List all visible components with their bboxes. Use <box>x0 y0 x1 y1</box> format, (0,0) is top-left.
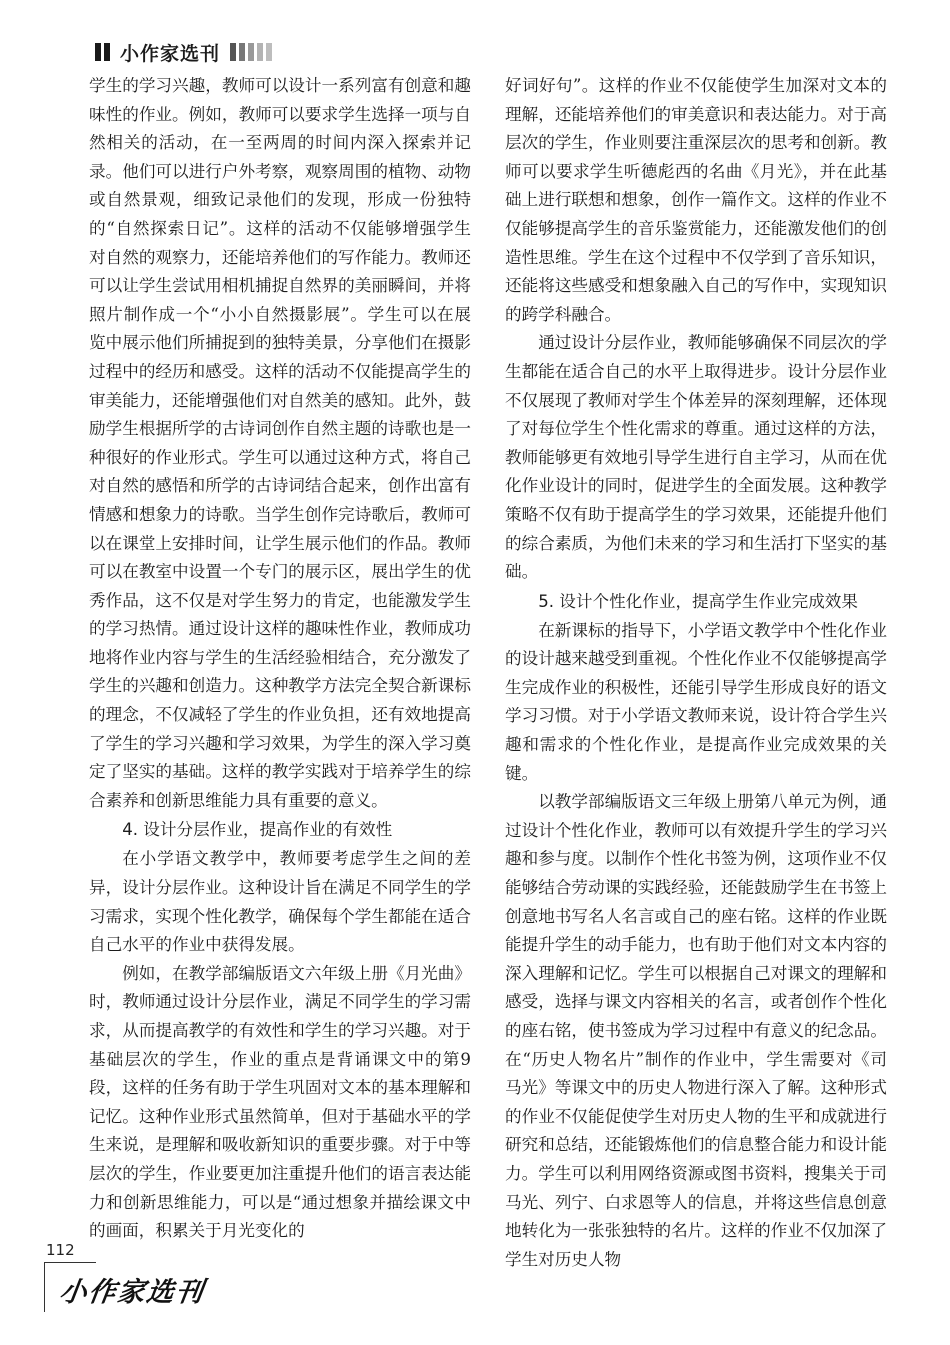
paragraph: 以教学部编版语文三年级上册第八单元为例，通过设计个性化作业，教师可以有效提升学生的学习兴趣和参与度。以制作个性化书签为例，这项作业不仅能够结合劳动课的实践经验，还能鼓励学生在书签上创意地书写名人名言或自己的座右铭。这样的作业既能提升学生的动手能力，也有助于他们对文本内容的深入理解和记忆。学生可以根据自己对课文的理解和感受，选择与课文内容相关的名言，或者创作个性化的座右铭，使书签成为学习过程中有意义的纪念品。在“历史人物名片”制作的作业中，学生需要对《司马光》等课文中的历史人物进行深入了解。这种形式的作业不仅能促使学生对历史人物的生平和成就进行研究和总结，还能锻炼他们的信息整合能力和设计能力。学生可以利用网络资源或图书资料，搜集关于司马光、列宁、白求恩等人的信息，并将这些信息创意地转化为一张张独特的名片。这样的作业不仅加深了学生对历史人物 <box>505 792 887 1269</box>
section-heading-4: 4. 设计分层作业，提高作业的有效性 <box>122 820 393 840</box>
footer-brand-logo: 小作家选刊 <box>57 1277 207 1308</box>
footer-vertical-rule <box>44 1262 45 1312</box>
section-heading-5: 5. 设计个性化作业，提高学生作业完成效果 <box>538 591 858 611</box>
paragraph: 在新课标的指导下，小学语文教学中个性化作业的设计越来越受到重视。个性化作业不仅能够提高学生完成作业的积极性，还能引导学生形成良好的语文学习习惯。对于小学语文教师来说，设计符合学生兴趣和需求的个性化作业，是提高作业完成效果的关键。 <box>505 620 887 783</box>
paragraph: 例如，在教学部编版语文六年级上册《月光曲》时，教师通过设计分层作业，满足不同学生的学习需求，从而提高教学的有效性和学生的学习兴趣。对于基础层次的学生，作业的重点是背诵课文中的第9段，这样的任务有助于学生巩固对文本的基本理解和记忆。这种作业形式虽然简单，但对于基础水平的学生来说，是理解和吸收新知识的重要步骤。对于中等层次的学生，作业要更加注重提升他们的语言表达能力和创新思维能力，可以是“通过想象并描绘课文中的画面，积累关于月光变化的 <box>89 963 471 1241</box>
paragraph: 学生的学习兴趣，教师可以设计一系列富有创意和趣味性的作业。例如，教师可以要求学生选择一项与自然相关的活动，在一至两周的时间内深入探索并记录。他们可以进行户外考察，观察周围的植物、动物或自然景观，细致记录他们的发现，形成一份独特的“自然探索日记”。这样的活动不仅能够增强学生对自然的观察力，还能培养他们的写作能力。教师还可以让学生尝试用相机捕捉自然界的美丽瞬间，并将照片制作成一个“小小自然摄影展”。学生可以在展览中展示他们所捕捉到的独特美景，分享他们在摄影过程中的经历和感受。这样的活动不仅能提高学生的审美能力，还能增强他们对自然美的感知。此外，鼓励学生根据所学的古诗词创作自然主题的诗歌也是一种很好的作业形式。学生可以通过这种方式，将自己对自然的感悟和所学的古诗词结合起来，创作出富有情感和想象力的诗歌。当学生创作完诗歌后，教师可以在课堂上安排时间，让学生展示他们的作品。教师可以在教室中设置一个专门的展示区，展出学生的优秀作品，这不仅是对学生努力的肯定，也能激发学生的学习热情。通过设计这样的趣味性作业，教师成功地将作业内容与学生的生活经验相结合，充分激发了学生的兴趣和创造力。这种教学方法完全契合新课标的理念，不仅减轻了学生的作业负担，还有效地提高了学生的学习兴趣和学习效果，为学生的深入学习奠定了坚实的基础。这样的教学实践对于培养学生的综合素养和创新思维能力具有重要的意义。 <box>89 76 471 810</box>
page-number: 112 <box>46 1241 75 1259</box>
left-column <box>89 72 471 1246</box>
header-bars-left <box>95 43 110 61</box>
paragraph: 通过设计分层作业，教师能够确保不同层次的学生都能在适合自己的水平上取得进步。设计分层作业不仅展现了教师对学生个体差异的深刻理解，还体现了对每位学生个性化需求的尊重。通过这样的方法，教师能够更有效地引导学生进行自主学习，从而在优化作业设计的同时，促进学生的全面发展。这种教学策略不仅有助于提高学生的学习效果，还能提升他们的综合素质，为他们未来的学习和生活打下坚实的基础。 <box>505 333 887 582</box>
footer-rule <box>44 1262 96 1263</box>
journal-title: 小作家选刊 <box>120 42 221 65</box>
right-column <box>505 72 887 1274</box>
running-header <box>95 38 272 66</box>
paragraph: 在小学语文教学中，教师要考虑学生之间的差异，设计分层作业。这种设计旨在满足不同学生的学习需求，实现个性化教学，确保每个学生都能在适合自己水平的作业中获得发展。 <box>89 849 471 955</box>
paragraph: 好词好句”。这样的作业不仅能使学生加深对文本的理解，还能培养他们的审美意识和表达能力。对于高层次的学生，作业则要注重深层次的思考和创新。教师可以要求学生听德彪西的名曲《月光》，并在此基础上进行联想和想象，创作一篇作文。这样的作业不仅能够提高学生的音乐鉴赏能力，还能激发他们的创造性思维。学生在这个过程中不仅学到了音乐知识，还能将这些感受和想象融入自己的写作中，实现知识的跨学科融合。 <box>505 76 887 324</box>
header-bars-right <box>230 43 272 61</box>
